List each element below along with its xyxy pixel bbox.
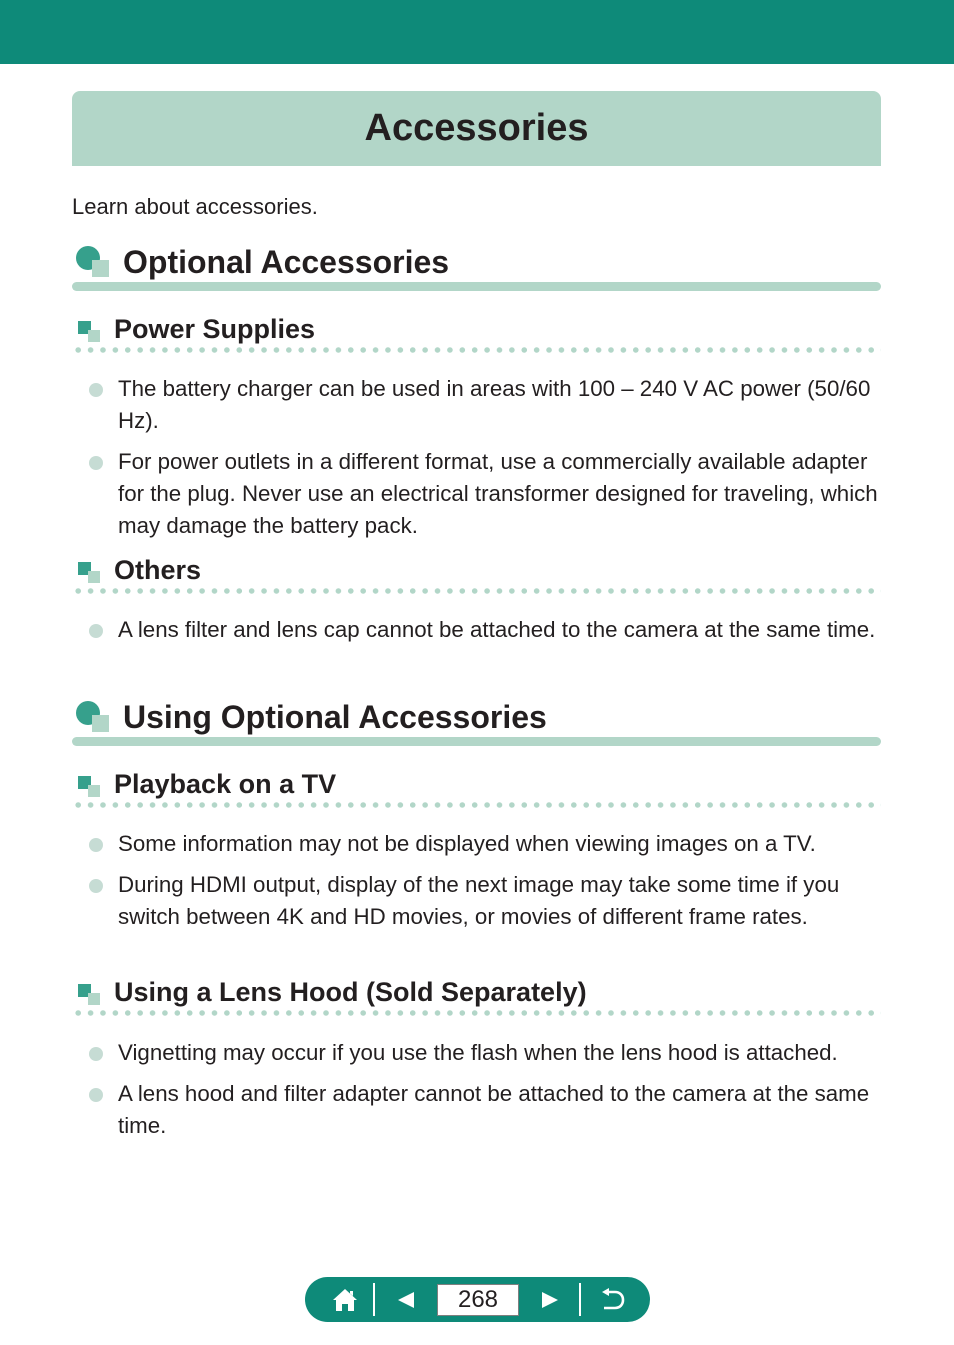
subsection-playback-on-tv — [72, 767, 881, 929]
back-button[interactable] — [587, 1277, 639, 1322]
bullet-list — [72, 373, 881, 551]
list-item: During HDMI output, display of the next image may take some time if you switch between 4K and HD movies, or movies of different frame rates. — [72, 869, 881, 933]
list-item: A lens hood and filter adapter cannot be attached to the camera at the same time. — [72, 1078, 881, 1142]
section-rule — [72, 282, 881, 291]
return-arrow-icon — [599, 1288, 627, 1312]
dotted-divider — [72, 1010, 881, 1016]
dotted-divider — [72, 347, 881, 353]
dotted-divider — [72, 802, 881, 808]
subsection-bullet-icon — [78, 321, 101, 342]
nav-separator — [373, 1283, 375, 1316]
page-title: Accessories — [364, 107, 589, 149]
list-item: Some information may not be displayed when viewing images on a TV. — [72, 828, 881, 860]
list-item: A lens filter and lens cap cannot be attached to the camera at the same time. — [72, 614, 881, 646]
bullet-list — [72, 828, 881, 942]
section-bullet-icon — [76, 701, 110, 731]
intro-text: Learn about accessories. — [72, 194, 318, 219]
section-title: Optional Accessories — [123, 244, 450, 280]
dotted-divider — [72, 588, 881, 594]
section-title: Using Optional Accessories — [123, 699, 547, 735]
triangle-right-icon — [540, 1290, 560, 1310]
subsection-bullet-icon — [78, 776, 101, 797]
subsection-bullet-icon — [78, 562, 101, 583]
nav-separator — [579, 1283, 581, 1316]
section-optional-accessories — [72, 243, 881, 293]
subsection-bullet-icon — [78, 984, 101, 1005]
triangle-left-icon — [396, 1290, 416, 1310]
bullet-list — [72, 1037, 881, 1151]
subsection-title: Power Supplies — [114, 314, 316, 344]
subsection-power-supplies — [72, 312, 881, 538]
subsection-title: Playback on a TV — [114, 769, 337, 799]
list-item: The battery charger can be used in areas with 100 – 240 V AC power (50/60 Hz). — [72, 373, 881, 437]
previous-page-button[interactable] — [381, 1277, 431, 1322]
page-title-box — [72, 91, 881, 166]
list-item: Vignetting may occur if you use the flash when the lens hood is attached. — [72, 1037, 881, 1069]
next-page-button[interactable] — [525, 1277, 575, 1322]
home-button[interactable] — [319, 1277, 371, 1322]
page-navigation — [305, 1277, 650, 1322]
subsection-title: Using a Lens Hood (Sold Separately) — [114, 977, 587, 1007]
subsection-others — [72, 553, 881, 642]
top-bar — [0, 0, 954, 64]
section-using-optional-accessories — [72, 698, 881, 748]
subsection-lens-hood — [72, 975, 881, 1138]
section-bullet-icon — [76, 246, 110, 276]
subsection-title: Others — [114, 555, 202, 585]
bullet-list — [72, 614, 881, 655]
section-rule — [72, 737, 881, 746]
home-icon — [331, 1287, 359, 1313]
list-item: For power outlets in a different format, use a commercially available adapter for the plug. Never use an electrical transformer designed for traveling, which may damage the battery pack. — [72, 446, 881, 542]
page-number[interactable]: 268 — [437, 1284, 519, 1316]
